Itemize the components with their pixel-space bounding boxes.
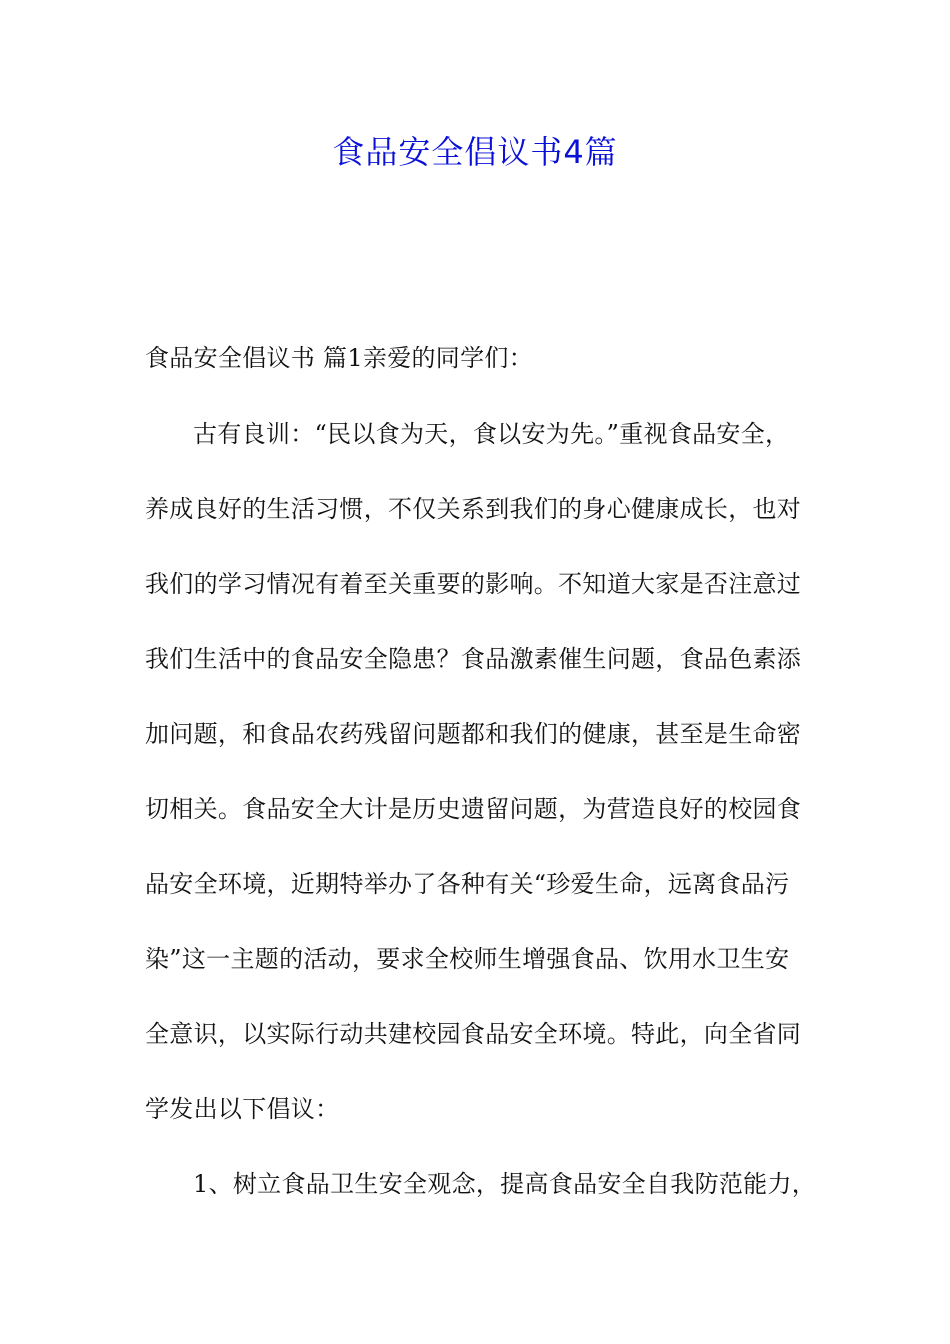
- paragraph-line: 古有良训：“民以食为天，食以安为先。”重视食品安全，: [193, 420, 790, 448]
- paragraph-line: 我们生活中的食品安全隐患？食品激素催生问题，食品色素添: [145, 645, 802, 673]
- paragraph-line: 学发出以下倡议：: [145, 1095, 340, 1123]
- paragraph-line: 加问题，和食品农药残留问题都和我们的健康，甚至是生命密: [145, 720, 802, 748]
- list-item-line: 1、树立食品卫生安全观念，提高食品安全自我防范能力，: [193, 1170, 817, 1198]
- document-title: 食品安全倡议书4篇: [332, 133, 618, 171]
- paragraph-line: 染”这一主题的活动，要求全校师生增强食品、饮用水卫生安: [145, 945, 790, 973]
- paragraph-line: 养成良好的生活习惯，不仅关系到我们的身心健康成长，也对: [145, 495, 802, 523]
- paragraph-line: 切相关。食品安全大计是历史遗留问题，为营造良好的校园食: [145, 795, 802, 823]
- paragraph-line: 品安全环境，近期特举办了各种有关“珍爱生命，远离食品污: [145, 870, 790, 898]
- heading-line: 食品安全倡议书 篇1亲爱的同学们：: [145, 344, 533, 372]
- paragraph-line: 全意识，以实际行动共建校园食品安全环境。特此，向全省同: [145, 1020, 802, 1048]
- paragraph-line: 我们的学习情况有着至关重要的影响。不知道大家是否注意过: [145, 570, 802, 598]
